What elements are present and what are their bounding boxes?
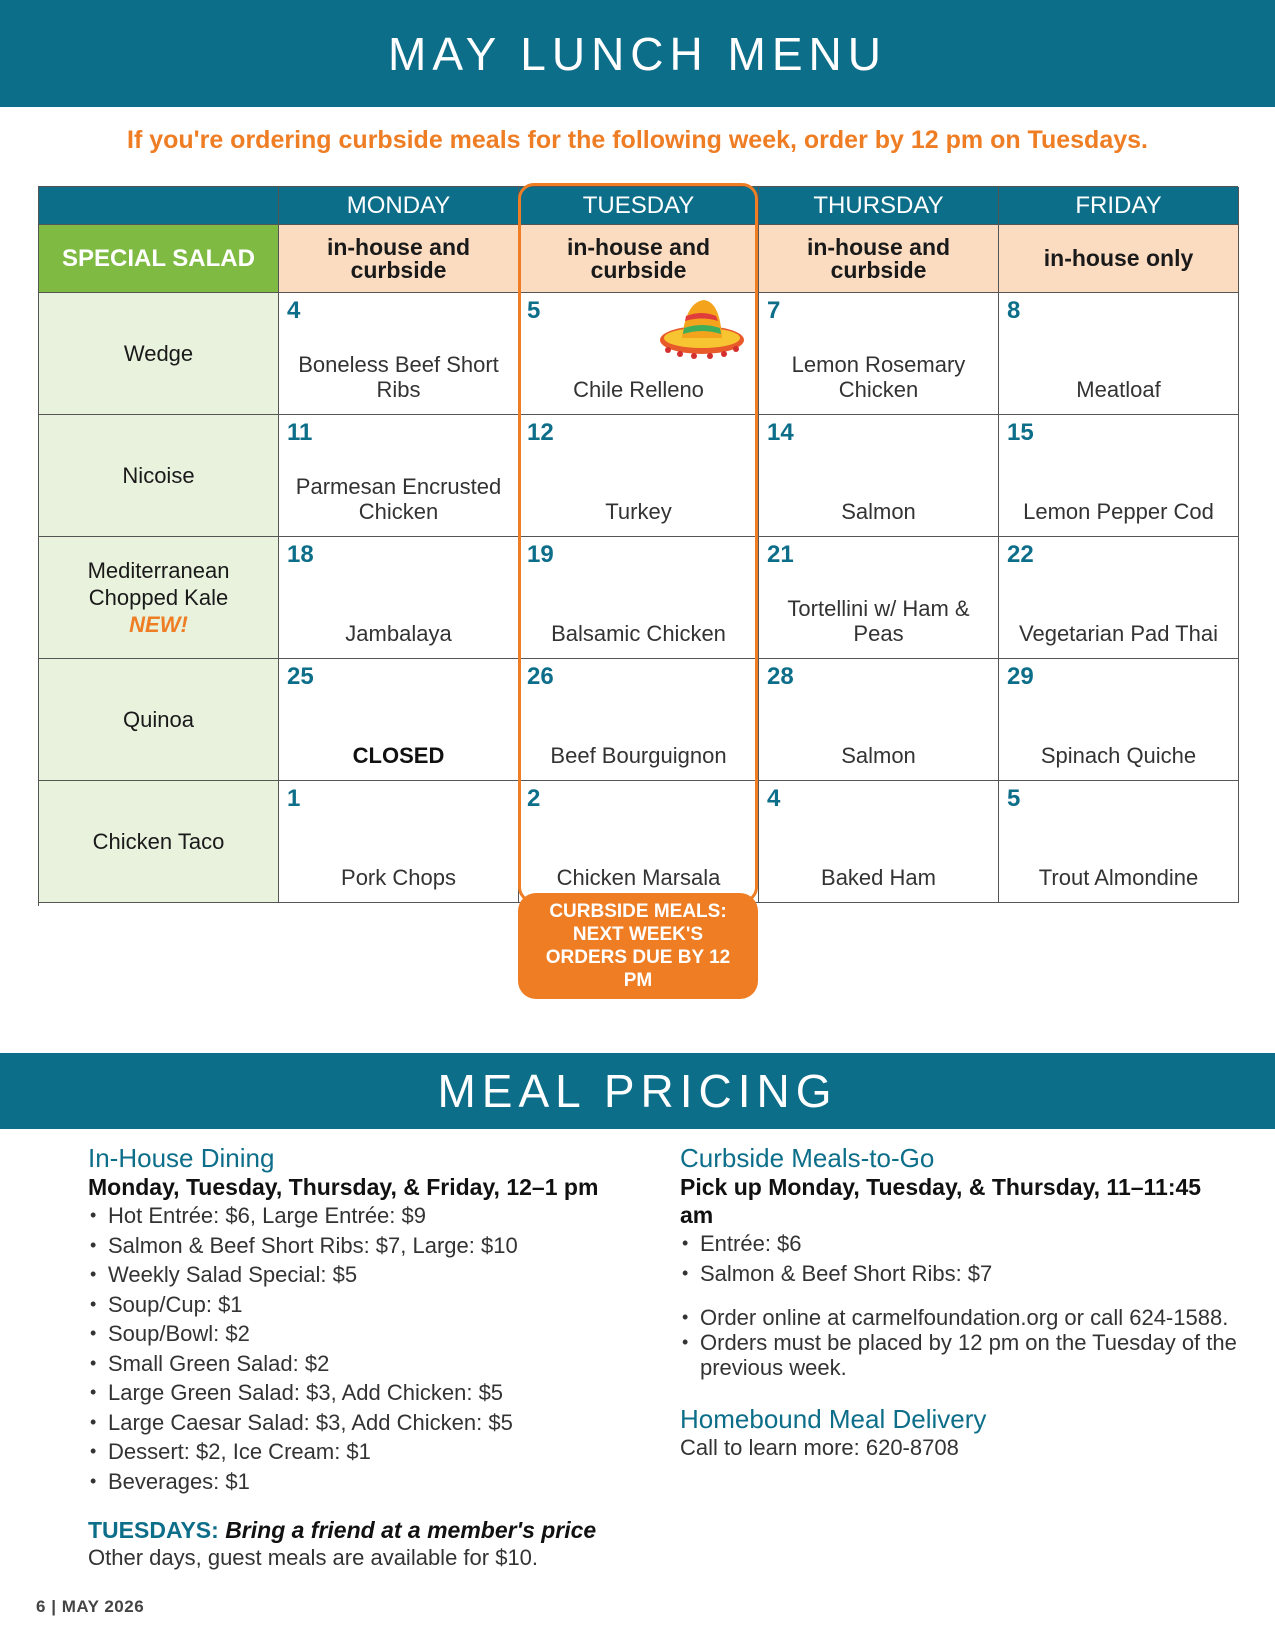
date-number: 11 [287,419,313,446]
day-cell [999,781,1239,903]
date-number: 8 [1007,297,1021,324]
price-item: • Large Green Salad: $3, Add Chicken: $5 [88,1378,648,1408]
price-item: • Salmon & Beef Short Ribs: $7, Large: $10 [88,1231,648,1261]
date-number: 18 [287,541,314,568]
day-cell [999,659,1239,781]
salad-name: Chicken Taco [92,829,225,854]
in-house-hours: Monday, Tuesday, Thursday, & Friday, 12–1 pm [88,1174,599,1200]
header-blank-cell [39,187,279,225]
day-header-monday: MONDAY [279,187,519,225]
special-salad-label: SPECIAL SALAD [39,225,279,293]
date-number: 14 [767,419,794,446]
day-cell [999,537,1239,659]
day-cell [279,293,519,415]
day-cell [519,659,759,781]
footer-separator: | [51,1597,57,1616]
salad-cell [39,537,279,659]
salad-cell [39,293,279,415]
issue-date: MAY 2026 [61,1597,145,1616]
meal-name: Spinach Quiche [1040,743,1197,768]
meal-name: Pork Chops [341,865,456,890]
date-number: 5 [527,297,541,324]
service-monday: in-house and curbside [279,225,519,293]
homebound-contact: Call to learn more: 620-8708 [680,1435,959,1460]
order-note-item: • Orders must be placed by 12 pm on the Tuesday of the previous week. [680,1330,1240,1380]
price-item: • Hot Entrée: $6, Large Entrée: $9 [88,1201,648,1231]
meal-name: Tortellini w/ Ham & Peas [787,596,970,646]
curbside-pricing [680,1143,1240,1461]
day-header-tuesday: TUESDAY [519,187,759,225]
day-cell [999,293,1239,415]
meal-name: Lemon Pepper Cod [1023,499,1214,524]
day-header-thursday: THURSDAY [759,187,999,225]
salad-cell [39,659,279,781]
day-cell [279,415,519,537]
homebound-title: Homebound Meal Delivery [680,1404,987,1434]
meal-name: Vegetarian Pad Thai [1019,621,1218,646]
day-cell [279,537,519,659]
page-title: MAY LUNCH MENU [0,0,1275,107]
curbside-deadline-badge: CURBSIDE MEALS: NEXT WEEK'S ORDERS DUE BY 12 PM [518,893,758,999]
new-badge: NEW! [129,612,188,637]
curbside-order-notes [680,1305,1240,1380]
meal-name: Meatloaf [1076,377,1161,402]
day-cell [759,415,999,537]
service-thursday: in-house and curbside [759,225,999,293]
meal-name: Beef Bourguignon [550,743,727,768]
tuesdays-offer: Bring a friend at a member's price [225,1517,597,1543]
meal-name: Turkey [605,499,672,524]
curbside-hours: Pick up Monday, Tuesday, & Thursday, 11–11:45 am [680,1174,1202,1228]
in-house-title: In-House Dining [88,1143,275,1173]
meal-name: Parmesan Encrusted Chicken [295,474,502,524]
date-number: 29 [1007,663,1034,690]
guest-meal-note: Other days, guest meals are available for $10. [88,1545,539,1570]
date-number: 4 [767,785,781,812]
tuesday-guest-offer [88,1516,648,1544]
price-item: • Entrée: $6 [680,1229,1240,1259]
price-item: • Soup/Bowl: $2 [88,1319,648,1349]
meal-name: Chile Relleno [573,377,704,402]
salad-name: Nicoise [122,463,195,488]
sombrero-icon [658,294,746,364]
date-number: 1 [287,785,301,812]
date-number: 15 [1007,419,1034,446]
meal-name: Baked Ham [821,865,936,890]
in-house-price-list [88,1201,648,1496]
date-number: 22 [1007,541,1034,568]
day-cell [519,415,759,537]
date-number: 2 [527,785,541,812]
meal-name: Salmon [841,499,916,524]
date-number: 19 [527,541,554,568]
day-cell [519,781,759,903]
date-number: 12 [527,419,554,446]
salad-name: Mediterranean Chopped Kale [87,558,230,610]
day-cell [519,537,759,659]
date-number: 5 [1007,785,1021,812]
curbside-title: Curbside Meals-to-Go [680,1143,935,1173]
salad-cell [39,781,279,903]
in-house-pricing [88,1143,648,1571]
day-cell [759,781,999,903]
meal-name: Salmon [841,743,916,768]
price-item: • Salmon & Beef Short Ribs: $7 [680,1259,1240,1289]
meal-name: Trout Almondine [1038,865,1199,890]
price-item: • Small Green Salad: $2 [88,1349,648,1379]
day-header-friday: FRIDAY [999,187,1239,225]
lunch-menu-calendar [38,186,1238,906]
day-cell [999,415,1239,537]
price-item: • Weekly Salad Special: $5 [88,1260,648,1290]
day-cell [759,537,999,659]
meal-name: Balsamic Chicken [551,621,726,646]
meal-name: Lemon Rosemary Chicken [791,352,966,402]
day-cell [759,659,999,781]
meal-name: Boneless Beef Short Ribs [298,352,499,402]
page-number: 6 [36,1597,46,1616]
price-item: • Dessert: $2, Ice Cream: $1 [88,1437,648,1467]
salad-name: Wedge [123,341,194,366]
day-cell [759,293,999,415]
meal-name: Jambalaya [345,621,452,646]
salad-name: Quinoa [123,707,194,732]
date-number: 28 [767,663,794,690]
page-footer [36,1597,144,1617]
curbside-price-list [680,1229,1240,1288]
meal-name: Chicken Marsala [556,865,721,890]
meal-pricing-title: MEAL PRICING [0,1053,1275,1129]
date-number: 25 [287,663,314,690]
date-number: 26 [527,663,554,690]
date-number: 21 [767,541,794,568]
day-cell [279,781,519,903]
order-note-item: • Order online at carmelfoundation.org or call 624-1588. [680,1305,1240,1330]
salad-cell [39,415,279,537]
order-deadline-note: If you're ordering curbside meals for the following week, order by 12 pm on Tuesdays. [127,126,1148,154]
service-tuesday: in-house and curbside [519,225,759,293]
price-item: • Beverages: $1 [88,1467,648,1497]
price-item: • Soup/Cup: $1 [88,1290,648,1320]
date-number: 7 [767,297,781,324]
price-item: • Large Caesar Salad: $3, Add Chicken: $5 [88,1408,648,1438]
service-friday: in-house only [999,225,1239,293]
day-cell [279,659,519,781]
tuesdays-label: TUESDAYS: [88,1517,219,1543]
date-number: 4 [287,297,301,324]
closed-label: CLOSED [352,743,445,768]
